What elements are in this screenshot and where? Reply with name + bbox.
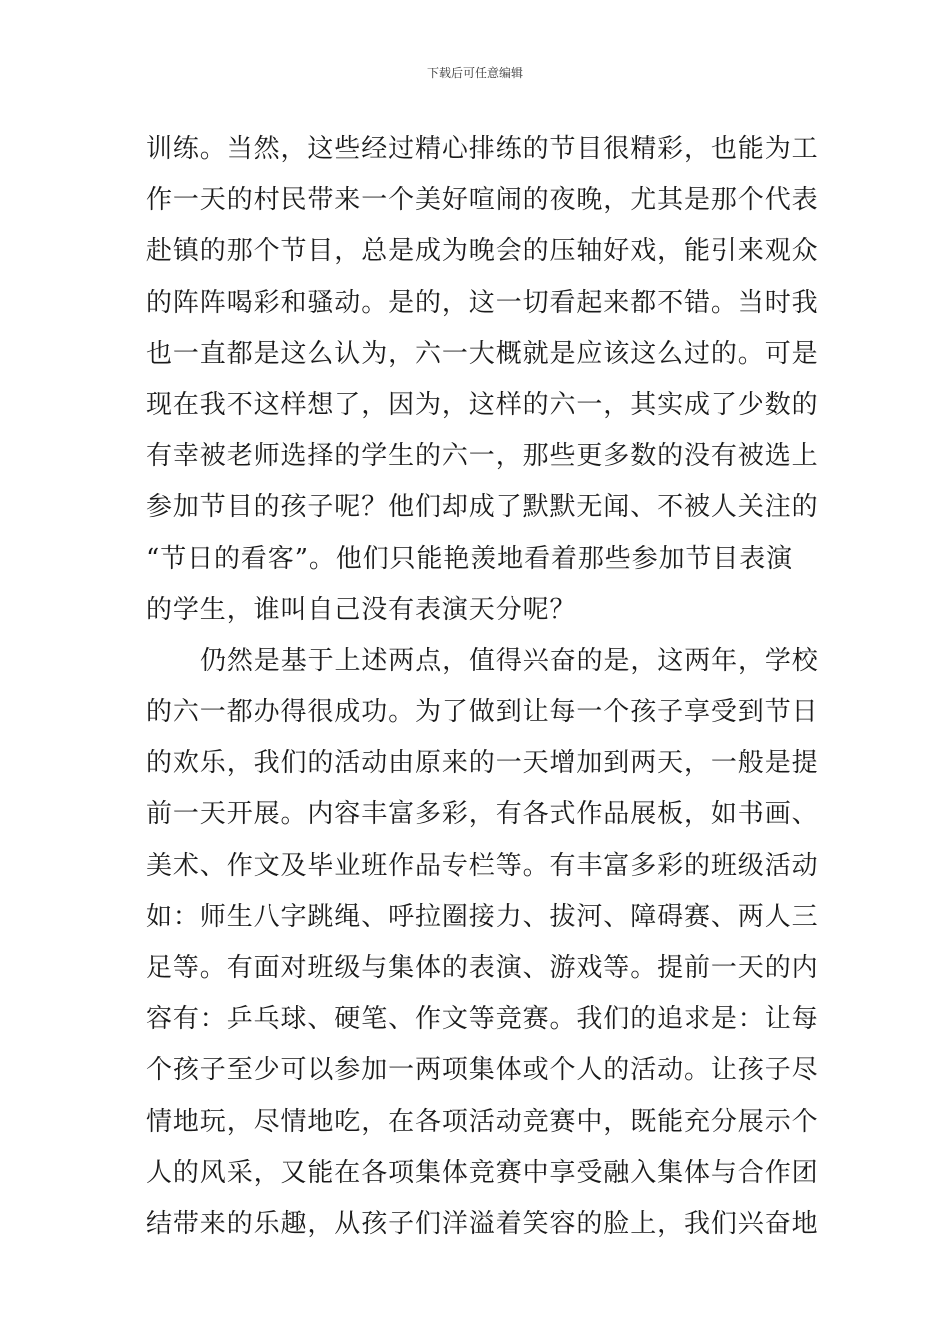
- text-line: 个孩子至少可以参加一两项集体或个人的活动。让孩子尽: [146, 1055, 819, 1086]
- text-line: 前一天开展。内容丰富多彩，有各式作品展板，如书画、: [146, 799, 819, 830]
- text-line: 的阵阵喝彩和骚动。是的，这一切看起来都不错。当时我: [146, 287, 819, 318]
- document-body: [146, 124, 819, 1250]
- text-line: 人的风采，又能在各项集体竞赛中享受融入集体与合作团: [146, 1157, 819, 1188]
- page-header: 下载后可任意编辑: [426, 66, 523, 80]
- text-line: 美术、作文及毕业班作品专栏等。有丰富多彩的班级活动: [146, 850, 819, 881]
- text-line: 现在我不这样想了，因为，这样的六一，其实成了少数的: [146, 389, 819, 420]
- text-line: 容有：乒乓球、硬笔、作文等竞赛。我们的追求是：让每: [146, 1004, 819, 1035]
- text-line: 也一直都是这么认为，六一大概就是应该这么过的。可是: [146, 338, 819, 369]
- paragraph-2: [146, 636, 819, 1250]
- text-line: 有幸被老师选择的学生的六一，那些更多数的没有被选上: [146, 441, 819, 472]
- paragraph-1: [146, 124, 819, 636]
- text-line: 如：师生八字跳绳、呼拉圈接力、拔河、障碍赛、两人三: [146, 901, 819, 932]
- text-line: 的学生，谁叫自己没有表演天分呢？: [146, 594, 577, 625]
- text-line: 结带来的乐趣，从孩子们洋溢着笑容的脸上，我们兴奋地: [146, 1208, 819, 1239]
- text-line: 参加节目的孩子呢？他们却成了默默无闻、不被人关注的: [146, 492, 819, 523]
- text-line: 赴镇的那个节目，总是成为晚会的压轴好戏，能引来观众: [146, 236, 819, 267]
- text-line: 情地玩，尽情地吃，在各项活动竞赛中，既能充分展示个: [146, 1106, 819, 1137]
- text-line: 足等。有面对班级与集体的表演、游戏等。提前一天的内: [146, 953, 819, 983]
- text-line: “节日的看客”。他们只能艳羡地看着那些参加节目表演: [146, 543, 794, 574]
- text-line: 作一天的村民带来一个美好喧闹的夜晚，尤其是那个代表: [146, 185, 819, 216]
- text-line: 的六一都办得很成功。为了做到让每一个孩子享受到节日: [146, 697, 819, 728]
- text-line: 的欢乐，我们的活动由原来的一天增加到两天，一般是提: [146, 748, 819, 779]
- text-line: 仍然是基于上述两点，值得兴奋的是，这两年，学校: [200, 645, 819, 676]
- text-line: 训练。当然，这些经过精心排练的节目很精彩，也能为工: [146, 134, 819, 164]
